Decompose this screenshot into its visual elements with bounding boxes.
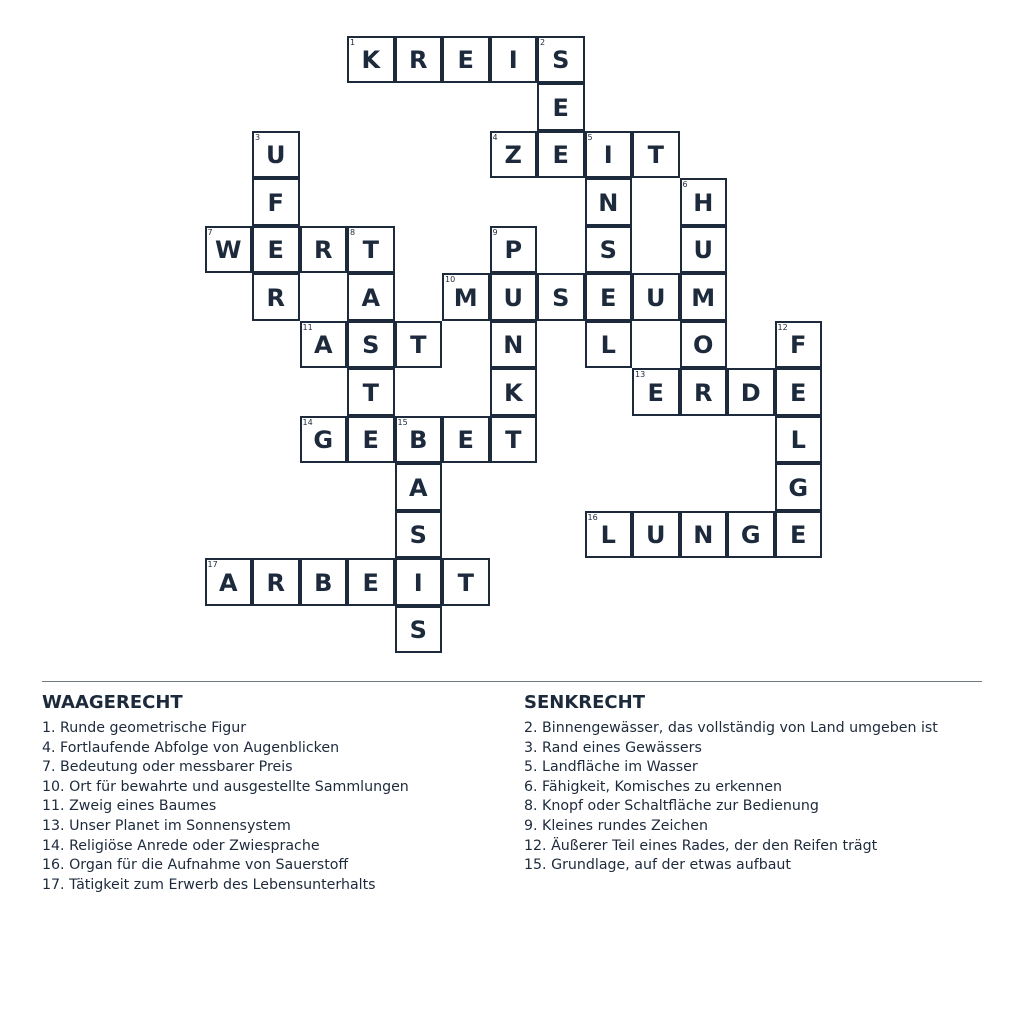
cell-letter: U <box>503 283 523 312</box>
grid-cell[interactable] <box>585 511 633 559</box>
cell-letter: U <box>646 521 666 550</box>
grid-cell[interactable] <box>490 226 538 274</box>
grid-cell[interactable] <box>490 273 538 321</box>
cell-letter: E <box>790 521 807 550</box>
cell-letter: M <box>691 283 716 312</box>
cell-letter: E <box>457 46 474 75</box>
grid-cell[interactable] <box>490 321 538 369</box>
grid-cell[interactable] <box>347 36 395 84</box>
grid-cell[interactable] <box>775 321 823 369</box>
cell-letter: H <box>693 188 714 217</box>
down-clue[interactable]: 2. Binnengewässer, das vollständig von Land umgeben ist <box>524 720 938 736</box>
across-clue[interactable]: 7. Bedeutung oder messbarer Preis <box>42 759 293 776</box>
down-clue[interactable]: 8. Knopf oder Schaltfläche zur Bedienung <box>524 798 819 815</box>
clue-number: 8 <box>350 227 356 237</box>
cell-letter: F <box>267 188 284 217</box>
cell-letter: K <box>361 46 381 75</box>
grid-cell[interactable] <box>680 321 728 369</box>
cell-letter: I <box>603 141 613 170</box>
cell-letter: L <box>790 426 806 455</box>
divider <box>42 681 982 682</box>
cell-letter: S <box>552 283 570 312</box>
across-heading: WAAGERECHT <box>42 692 183 713</box>
cell-letter: G <box>740 521 761 550</box>
grid-cell[interactable] <box>395 36 443 84</box>
cell-letter: N <box>503 331 524 360</box>
cell-letter: A <box>313 331 333 360</box>
cell-letter: E <box>362 568 379 597</box>
across-clue[interactable]: 4. Fortlaufende Abfolge von Augenblicken <box>42 739 340 756</box>
grid-cell[interactable] <box>442 416 490 464</box>
clue-number: 17 <box>207 560 218 569</box>
grid-cell[interactable] <box>395 321 443 369</box>
grid-cell[interactable] <box>300 558 348 606</box>
cell-letter: P <box>504 236 523 265</box>
grid-cell[interactable] <box>395 606 443 654</box>
clue-number: 14 <box>302 417 313 427</box>
grid-cell[interactable] <box>442 273 490 321</box>
grid-cell[interactable] <box>632 273 680 321</box>
cell-letter: G <box>313 426 334 455</box>
grid-cell[interactable] <box>727 368 775 416</box>
grid-cell[interactable] <box>490 131 538 179</box>
clue-number: 2 <box>540 37 546 47</box>
cell-letter: E <box>457 426 474 455</box>
grid-cell[interactable] <box>490 368 538 416</box>
grid-cell[interactable] <box>775 368 823 416</box>
clue-number: 3 <box>255 132 261 142</box>
cell-letter: U <box>266 141 286 170</box>
cell-letter: N <box>693 521 714 550</box>
grid-cell[interactable] <box>205 226 253 274</box>
down-clue[interactable]: 9. Kleines rundes Zeichen <box>524 817 708 834</box>
grid-cell[interactable] <box>442 36 490 84</box>
grid-cell[interactable] <box>300 416 348 464</box>
grid-cell[interactable] <box>585 226 633 274</box>
cell-letter: R <box>314 236 333 265</box>
down-clue[interactable]: 12. Äußerer Teil eines Rades, der den Reifen trägt <box>524 837 878 854</box>
grid-cell[interactable] <box>585 273 633 321</box>
clue-number: 5 <box>587 132 593 142</box>
clue-number: 1 <box>350 37 356 47</box>
grid-cell[interactable] <box>205 558 253 606</box>
cell-letter: E <box>600 283 617 312</box>
grid-cell[interactable] <box>585 131 633 179</box>
grid-cell[interactable] <box>727 511 775 559</box>
down-clue[interactable]: 5. Landfläche im Wasser <box>524 759 698 776</box>
cell-letter: T <box>362 236 379 265</box>
cell-letter: D <box>740 378 761 407</box>
grid-cell[interactable] <box>347 273 395 321</box>
cell-letter: T <box>362 378 379 407</box>
cell-letter: I <box>413 568 423 597</box>
cell-letter: L <box>600 521 616 550</box>
grid-cell[interactable] <box>442 558 490 606</box>
cell-letter: U <box>693 236 713 265</box>
across-clue[interactable]: 10. Ort für bewahrte und ausgestellte Sammlungen <box>42 778 409 795</box>
cell-letter: B <box>409 426 428 455</box>
grid-cell[interactable] <box>537 131 585 179</box>
across-clues-section <box>42 692 512 895</box>
down-clue[interactable]: 15. Grundlage, auf der etwas aufbaut <box>524 857 791 874</box>
cell-letter: E <box>552 141 569 170</box>
down-clue-list <box>524 719 994 876</box>
clue-number: 6 <box>682 180 688 189</box>
cell-letter: Z <box>504 141 522 170</box>
cell-letter: N <box>598 188 619 217</box>
grid-cell[interactable] <box>300 321 348 369</box>
across-clue[interactable]: 16. Organ für die Aufnahme von Sauerstoff <box>42 857 349 874</box>
grid-cell[interactable] <box>775 511 823 559</box>
clue-number: 9 <box>492 227 498 237</box>
cell-letter: B <box>314 568 333 597</box>
clue-number: 13 <box>635 370 646 379</box>
cell-letter: S <box>409 521 427 550</box>
grid-cell[interactable] <box>347 558 395 606</box>
across-clue[interactable]: 1. Runde geometrische Figur <box>42 720 247 736</box>
grid-cell[interactable] <box>252 273 300 321</box>
down-clues-section <box>524 692 994 876</box>
across-clue[interactable]: 11. Zweig eines Baumes <box>42 798 217 815</box>
grid-cell[interactable] <box>252 558 300 606</box>
grid-cell[interactable] <box>680 226 728 274</box>
grid-cell[interactable] <box>300 226 348 274</box>
clue-number: 10 <box>445 275 456 284</box>
clue-number: 7 <box>207 227 213 237</box>
grid-cell[interactable] <box>347 321 395 369</box>
grid-cell[interactable] <box>347 368 395 416</box>
grid-cell[interactable] <box>395 558 443 606</box>
down-clue[interactable]: 6. Fähigkeit, Komisches zu erkennen <box>524 778 783 795</box>
cell-letter: K <box>503 378 523 407</box>
grid-cell[interactable] <box>490 416 538 464</box>
cell-letter: E <box>647 378 664 407</box>
grid-cell[interactable] <box>252 226 300 274</box>
cell-letter: O <box>693 331 714 360</box>
cell-letter: T <box>505 426 522 455</box>
grid-cell[interactable] <box>490 36 538 84</box>
cell-letter: L <box>600 331 616 360</box>
grid-cell[interactable] <box>537 36 585 84</box>
cell-letter: E <box>267 236 284 265</box>
grid-cell[interactable] <box>395 463 443 511</box>
cell-letter: S <box>599 236 617 265</box>
grid-cell[interactable] <box>680 273 728 321</box>
grid-cell[interactable] <box>680 368 728 416</box>
down-clue[interactable]: 3. Rand eines Gewässers <box>524 739 702 756</box>
grid-cell[interactable] <box>632 368 680 416</box>
grid-cell[interactable] <box>252 178 300 226</box>
cell-letter: F <box>790 331 807 360</box>
grid-cell[interactable] <box>395 511 443 559</box>
across-clue-list <box>42 719 512 895</box>
cell-letter: R <box>266 283 285 312</box>
clue-number: 4 <box>492 132 498 142</box>
cell-letter: S <box>362 331 380 360</box>
grid-cell[interactable] <box>775 463 823 511</box>
across-clue[interactable]: 14. Religiöse Anrede oder Zwiesprache <box>42 837 320 854</box>
grid-cell[interactable] <box>585 321 633 369</box>
grid-cell[interactable] <box>775 416 823 464</box>
cell-letter: W <box>215 236 242 265</box>
cell-letter: A <box>218 568 238 597</box>
grid-cell[interactable] <box>347 416 395 464</box>
cell-letter: S <box>409 616 427 645</box>
clue-number: 15 <box>397 417 408 427</box>
cell-letter: R <box>694 378 713 407</box>
cell-letter: E <box>790 378 807 407</box>
cell-letter: T <box>410 331 427 360</box>
grid-cell[interactable] <box>252 131 300 179</box>
grid-cell[interactable] <box>680 511 728 559</box>
cell-letter: R <box>409 46 428 75</box>
cell-letter: T <box>647 141 664 170</box>
grid-cell[interactable] <box>680 178 728 226</box>
grid-cell[interactable] <box>347 226 395 274</box>
grid-cell[interactable] <box>537 273 585 321</box>
clue-number: 11 <box>302 322 313 332</box>
across-clue[interactable]: 13. Unser Planet im Sonnensystem <box>42 817 291 834</box>
clue-number: 16 <box>587 512 598 522</box>
cell-letter: S <box>552 46 570 75</box>
cell-letter: A <box>361 283 381 312</box>
cell-letter: U <box>646 283 666 312</box>
cell-letter: T <box>457 568 474 597</box>
grid-cell[interactable] <box>537 83 585 131</box>
grid-cell[interactable] <box>395 416 443 464</box>
grid-cell[interactable] <box>585 178 633 226</box>
grid-cell[interactable] <box>632 511 680 559</box>
cell-letter: G <box>788 473 809 502</box>
down-heading: SENKRECHT <box>524 692 645 713</box>
cell-letter: M <box>453 283 478 312</box>
cell-letter: R <box>266 568 285 597</box>
clue-number: 12 <box>777 322 788 332</box>
cell-letter: A <box>408 473 428 502</box>
cell-letter: I <box>508 46 518 75</box>
across-clue[interactable]: 17. Tätigkeit zum Erwerb des Lebensunterhalts <box>42 876 376 893</box>
cell-letter: E <box>362 426 379 455</box>
grid-cell[interactable] <box>632 131 680 179</box>
cell-letter: E <box>552 93 569 122</box>
